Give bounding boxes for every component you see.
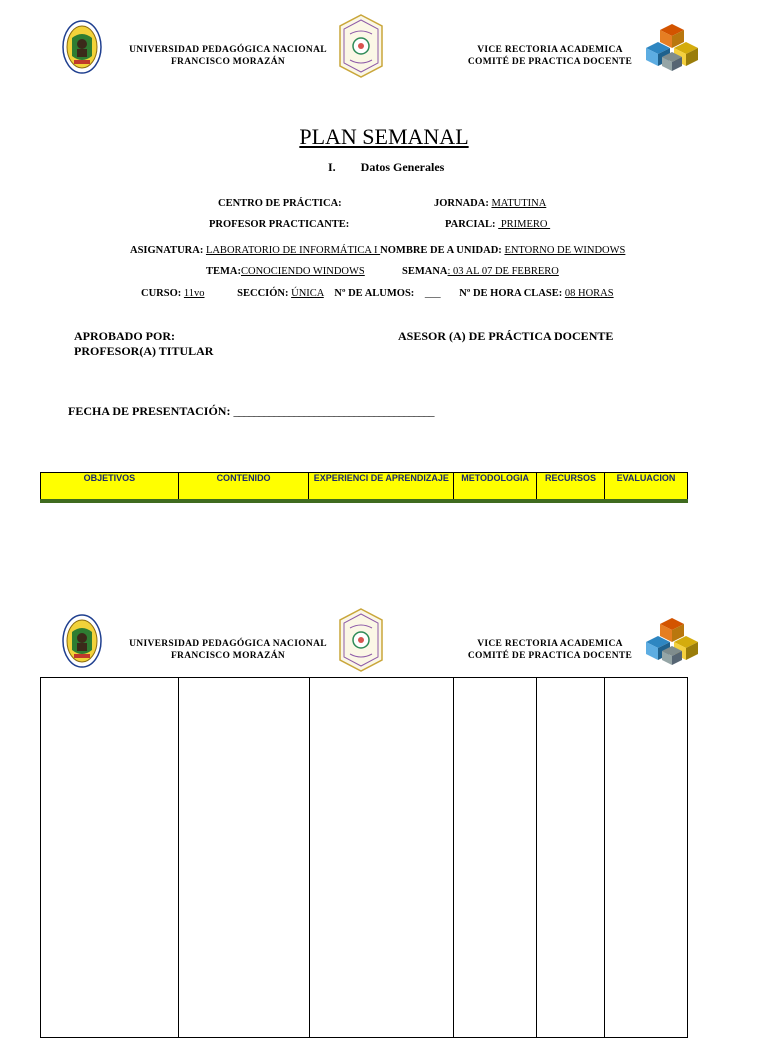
header-metodologia: METODOLOGIA [454,473,537,502]
page-header [0,0,768,90]
semana-value: : 03 AL 07 DE FEBRERO [447,266,559,277]
header-objetivos: OBJETIVOS [41,473,179,502]
header-contenido: CONTENIDO [178,473,309,502]
asignatura-value: LABORATORIO DE INFORMÁTICA I [205,245,381,256]
header-university-name: UNIVERSIDAD PEDAGÓGICA NACIONAL [129,45,327,55]
section-heading [328,160,444,175]
section-label: Datos Generales [360,160,445,174]
cell-recursos[interactable] [537,678,605,1038]
cell-objetivos[interactable] [41,678,179,1038]
cubes-logo-icon [646,22,698,72]
header-vice-rectoria: VICE RECTORIA ACADEMICA [477,639,623,649]
approval-block [74,329,213,359]
section-number: I. [328,160,336,174]
centro-field [218,198,342,209]
curso-value: 11vo [183,288,205,299]
unidad-value: ENTORNO DE WINDOWS [504,245,626,256]
semana-field [402,266,559,277]
unidad-label: NOMBRE DE A UNIDAD: [380,245,502,256]
tema-label: TEMA: [206,266,241,277]
practice-committee-emblem-icon [338,608,384,672]
fecha-blank: ________________________________________ [233,404,434,418]
header-comite: COMITÉ DE PRACTICA DOCENTE [467,651,633,661]
seccion-label: SECCIÓN: [237,288,289,299]
hora-label: Nº DE HORA CLASE: [459,288,563,299]
jornada-field [434,198,546,209]
plan-table-header [40,472,688,503]
cell-evaluacion[interactable] [605,678,688,1038]
curso-label: CURSO: [141,288,182,299]
aprobado-por-label: APROBADO POR: [74,329,175,343]
curso-row [141,288,614,299]
tema-value: CONOCIENDO WINDOWS [241,266,365,277]
header-university-name: UNIVERSIDAD PEDAGÓGICA NACIONAL [129,639,327,649]
asignatura-row [130,245,625,256]
cubes-logo-icon [646,616,698,666]
practice-committee-emblem-icon [338,14,384,78]
asesor-label: ASESOR (A) DE PRÁCTICA DOCENTE [398,329,614,343]
upnfm-seal-icon [62,20,102,74]
upnfm-seal-icon [62,614,102,668]
jornada-label: JORNADA: [434,198,489,209]
plan-table-body [40,677,688,1038]
header-experiencia: EXPERIENCI DE APRENDIZAJE [309,473,454,502]
page-title: PLAN SEMANAL [299,124,469,149]
fecha-row [68,404,433,419]
semana-label: SEMANA [402,266,448,277]
header-recursos: RECURSOS [537,473,605,502]
table-header-row [41,473,688,502]
centro-label: CENTRO DE PRÁCTICA: [218,198,342,209]
alumnos-value: ___ [424,288,441,299]
profesor-field [209,219,349,230]
parcial-field [445,219,550,230]
table-row [41,678,688,1038]
header-comite: COMITÉ DE PRACTICA DOCENTE [467,57,633,67]
header-evaluacion: EVALUACION [605,473,688,502]
parcial-value: PRIMERO [498,219,551,230]
alumnos-label: Nº DE ALUMOS: [334,288,415,299]
header-university-subname: FRANCISCO MORAZÁN [170,57,286,67]
asignatura-label: ASIGNATURA: [130,245,204,256]
page-header-2 [0,600,768,676]
hora-value: 08 HORAS [564,288,614,299]
cell-experiencia[interactable] [309,678,454,1038]
cell-metodologia[interactable] [454,678,537,1038]
profesor-label: PROFESOR PRACTICANTE: [209,219,350,230]
fecha-label: FECHA DE PRESENTACIÓN: [68,404,234,418]
jornada-value: MATUTINA [491,198,547,209]
header-vice-rectoria: VICE RECTORIA ACADEMICA [477,45,623,55]
header-university-subname: FRANCISCO MORAZÁN [170,651,286,661]
tema-field [206,266,365,277]
seccion-value: ÚNICA [291,288,324,299]
profesor-titular-label: PROFESOR(A) TITULAR [74,344,214,358]
parcial-label: PARCIAL: [445,219,496,230]
cell-contenido[interactable] [178,678,309,1038]
